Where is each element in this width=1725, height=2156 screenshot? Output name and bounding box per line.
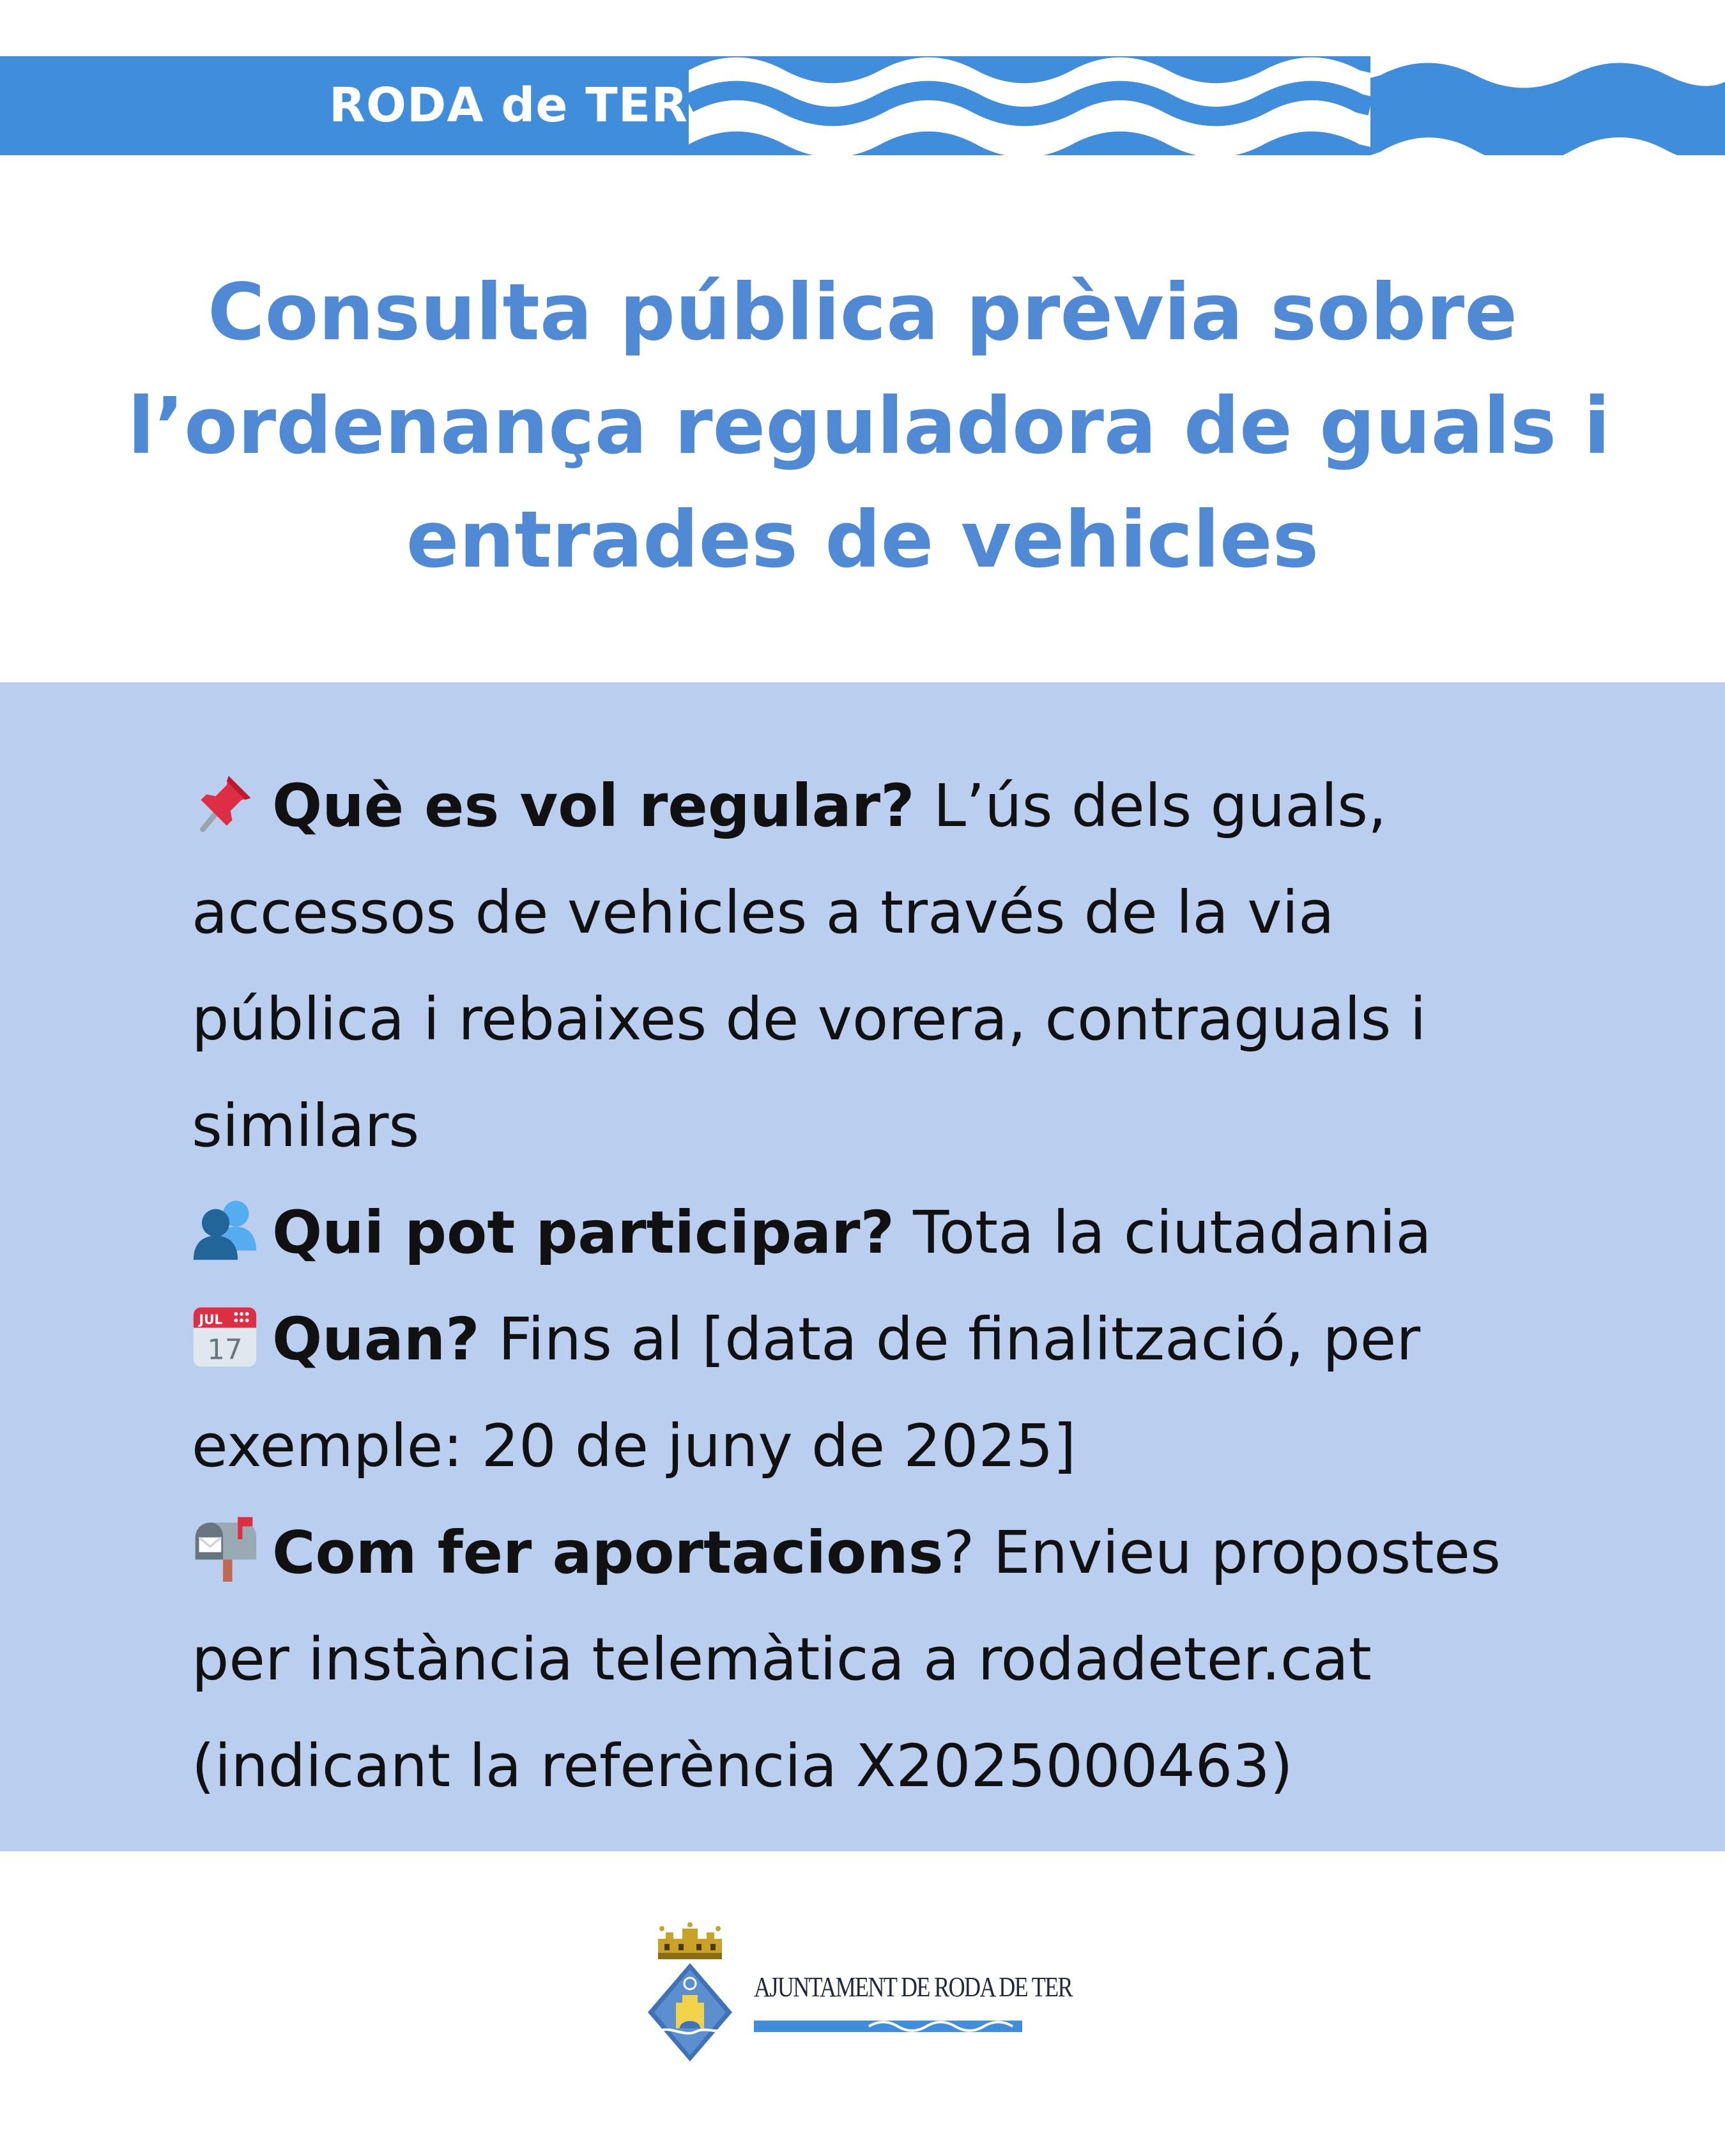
title-line: Consulta pública prèvia sobre — [208, 267, 1517, 358]
banner-title: RODA de TER — [329, 78, 689, 133]
info-item-what — [192, 753, 1565, 1179]
pushpin-icon — [192, 768, 258, 835]
coat-of-arms-icon — [645, 1920, 735, 2067]
question-when: Quan? — [272, 1305, 480, 1373]
page-title — [128, 256, 1611, 597]
municipal-logo — [645, 1920, 1092, 2067]
answer-line: pública i rebaixes de vorera, contraguals i — [192, 985, 1427, 1053]
answer-line: accessos de vehicles a través de la via — [192, 878, 1335, 947]
top-banner — [0, 56, 1725, 155]
organization-name: AJUNTAMENT DE RODA DE TER — [754, 1971, 1072, 2003]
svg-text:17: 17 — [207, 1334, 243, 1366]
title-line: l’ordenança reguladora de guals i — [128, 381, 1611, 471]
info-item-when — [192, 1286, 1565, 1499]
question-who: Qui pot participar? — [272, 1198, 894, 1267]
answer-line: similars — [192, 1092, 420, 1160]
calendar-icon — [192, 1302, 258, 1368]
answer-line: ? Envieu propostes — [943, 1518, 1501, 1587]
info-item-who — [192, 1179, 1565, 1286]
title-line: entrades de vehicles — [406, 494, 1319, 585]
svg-text:JUL: JUL — [199, 1311, 223, 1327]
answer-line: per instància telemàtica a rodadeter.cat — [192, 1625, 1372, 1693]
answer-line: L’ús dels guals, — [914, 772, 1387, 840]
answer-line: Tota la ciutadania — [894, 1198, 1432, 1267]
question-what: Què es vol regular? — [272, 772, 915, 840]
people-icon — [192, 1195, 258, 1262]
info-panel — [0, 682, 1725, 1851]
info-item-how — [192, 1499, 1565, 1819]
answer-line: Fins al [data de finalització, per — [479, 1305, 1421, 1373]
mailbox-icon — [192, 1515, 258, 1582]
wave-banner-graphic — [0, 56, 1725, 155]
answer-line: (indicant la referència X2025000463) — [192, 1732, 1293, 1800]
info-list — [192, 753, 1565, 1819]
footer-wave-graphic — [754, 2014, 1022, 2040]
question-how: Com fer aportacions — [272, 1518, 944, 1587]
answer-line: exemple: 20 de juny de 2025] — [192, 1412, 1077, 1480]
